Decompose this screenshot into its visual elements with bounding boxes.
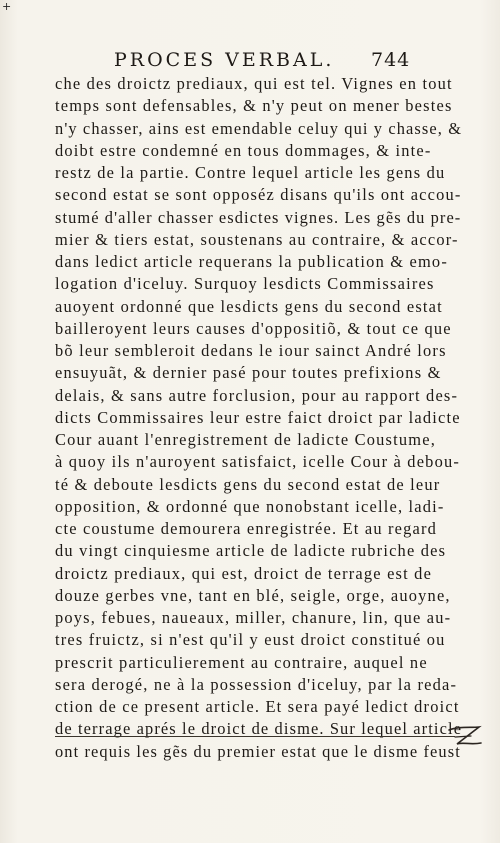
- corner-mark: +: [2, 0, 12, 13]
- text-line: de terrage aprés le droict de disme. Sur lequel article: [55, 719, 463, 739]
- text-line: second estat se sont opposéz disans qu'ils ont accou-: [55, 185, 462, 205]
- text-line: cte coustume demourera enregistrée. Et au regard: [55, 519, 438, 538]
- text-line: temps sont defensables, & n'y peut on mener bestes: [55, 96, 453, 116]
- text-line: sera derogé, ne à la possession d'iceluy, par la reda-: [55, 674, 458, 694]
- text-line: Cour auant l'enregistrement de ladicte Coustume,: [55, 430, 436, 449]
- text-line: auoyent ordonné que lesdicts gens du second estat: [55, 296, 443, 316]
- text-line: ont requis les gẽs du premier estat que le disme feust: [55, 741, 461, 761]
- text-line: prescrit particulierement au contraire, auquel ne: [55, 652, 428, 672]
- text-line: opposition, & ordonné que nonobstant icelle, ladi-: [55, 496, 445, 516]
- text-line: à quoy ils n'auroyent satisfaict, icelle Cour à debou-: [55, 452, 461, 472]
- text-line: bõ leur sembleroit dedans le iour sainct André lors: [55, 341, 447, 360]
- running-head-title: PROCES VERBAL.: [114, 49, 335, 71]
- text-line: doibt estre condemné en tous dommages, & inte-: [55, 140, 432, 160]
- text-line: dicts Commissaires leur estre faict droict par ladicte: [55, 407, 461, 427]
- handwritten-mark-icon: [445, 722, 485, 750]
- text-line: restz de la partie. Contre lequel article les gens du: [55, 163, 446, 182]
- text-line: poys, febues, naueaux, miller, chanure, lin, que au-: [55, 608, 452, 627]
- text-line: n'y chasser, ains est emendable celuy qui y chasse, &: [55, 118, 463, 138]
- bottom-rule: [55, 736, 455, 740]
- text-line: stumé d'aller chasser esdictes vignes. Les gẽs du pre-: [55, 207, 462, 227]
- text-line: bailleroyent leurs causes d'oppositiõ, & tout ce que: [55, 318, 452, 338]
- text-line: tres fruictz, si n'est qu'il y eust droict constitué ou: [55, 630, 446, 650]
- running-head: [114, 47, 454, 73]
- body-text: [55, 73, 463, 763]
- text-line: ensuyuãt, & dernier pasé pour toutes prefixions &: [55, 363, 442, 383]
- text-line: logation d'iceluy. Surquoy lesdicts Commissaires: [55, 274, 435, 294]
- text-line: du vingt cinquiesme article de ladicte rubriche des: [55, 541, 447, 561]
- text-line: douze gerbes vne, tant en blé, seigle, orge, auoyne,: [55, 585, 451, 605]
- text-line: té & deboute lesdicts gens du second estat de leur: [55, 474, 441, 494]
- page-number: 744: [371, 49, 411, 71]
- text-line: dans ledict article requerans la publication & emo-: [55, 252, 448, 271]
- text-line: che des droictz prediaux, qui est tel. Vignes en tout: [55, 74, 453, 93]
- text-line: droictz prediaux, qui est, droict de terrage est de: [55, 563, 433, 583]
- text-line: mier & tiers estat, soustenans au contraire, & accor-: [55, 229, 459, 249]
- text-line: ction de ce present article. Et sera payé ledict droict: [55, 697, 460, 716]
- text-line: delais, & sans autre forclusion, pour au rapport des-: [55, 385, 459, 405]
